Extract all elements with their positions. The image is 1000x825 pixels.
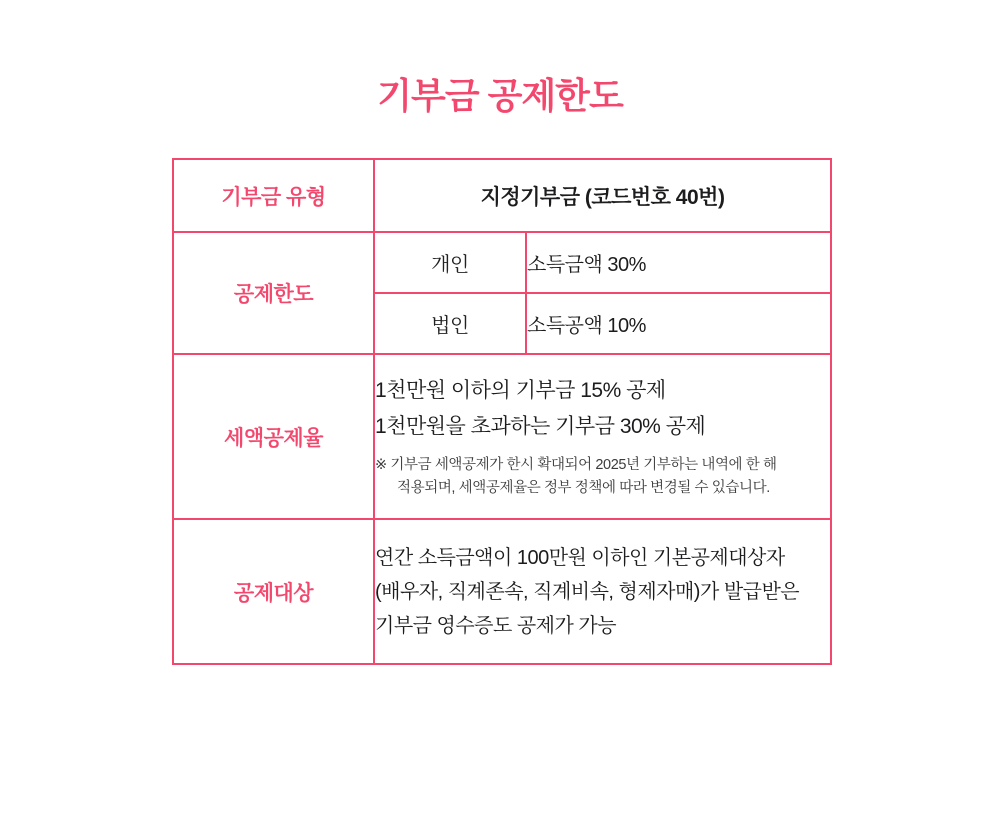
limit-corporate: 소득공액 10% [526,293,831,354]
entity-individual: 개인 [374,232,526,293]
donation-deduction-table [172,158,832,665]
limit-individual: 소득금액 30% [526,232,831,293]
tax-credit-note-line-2: 적용되며, 세액공제율은 정부 정책에 따라 변경될 수 있습니다. [397,480,770,496]
deduction-target-content [374,519,831,664]
deduction-target-label: 공제대상 [173,519,374,664]
deduction-target-line-2: (배우자, 직계존속, 직계비속, 형제자매)가 발급받은 [375,580,800,603]
donation-type-value: 지정기부금 (코드번호 40번) [374,159,831,232]
page-title: 기부금 공제한도 [377,75,623,116]
row-donation-type [173,159,831,232]
donation-type-label: 기부금 유형 [173,159,374,232]
tax-credit-rate-label: 세액공제율 [173,354,374,519]
row-deduction-target [173,519,831,664]
row-tax-credit-rate [173,354,831,519]
tax-credit-line-1: 1천만원 이하의 기부금 15% 공제 [375,379,666,402]
deduction-target-line-3: 기부금 영수증도 공제가 가능 [375,614,617,637]
tax-credit-note-line-1: ※ 기부금 세액공제가 한시 확대되어 2025년 기부하는 내역에 한 해 [375,457,777,473]
tax-credit-line-2: 1천만원을 초과하는 기부금 30% 공제 [375,415,706,438]
row-deduction-limit-individual [173,232,831,293]
deduction-target-line-1: 연간 소득금액이 100만원 이하인 기본공제대상자 [375,546,785,569]
tax-credit-note [375,454,830,500]
deduction-limit-label: 공제한도 [173,232,374,354]
entity-corporate: 법인 [374,293,526,354]
tax-credit-rate-content [374,354,831,519]
